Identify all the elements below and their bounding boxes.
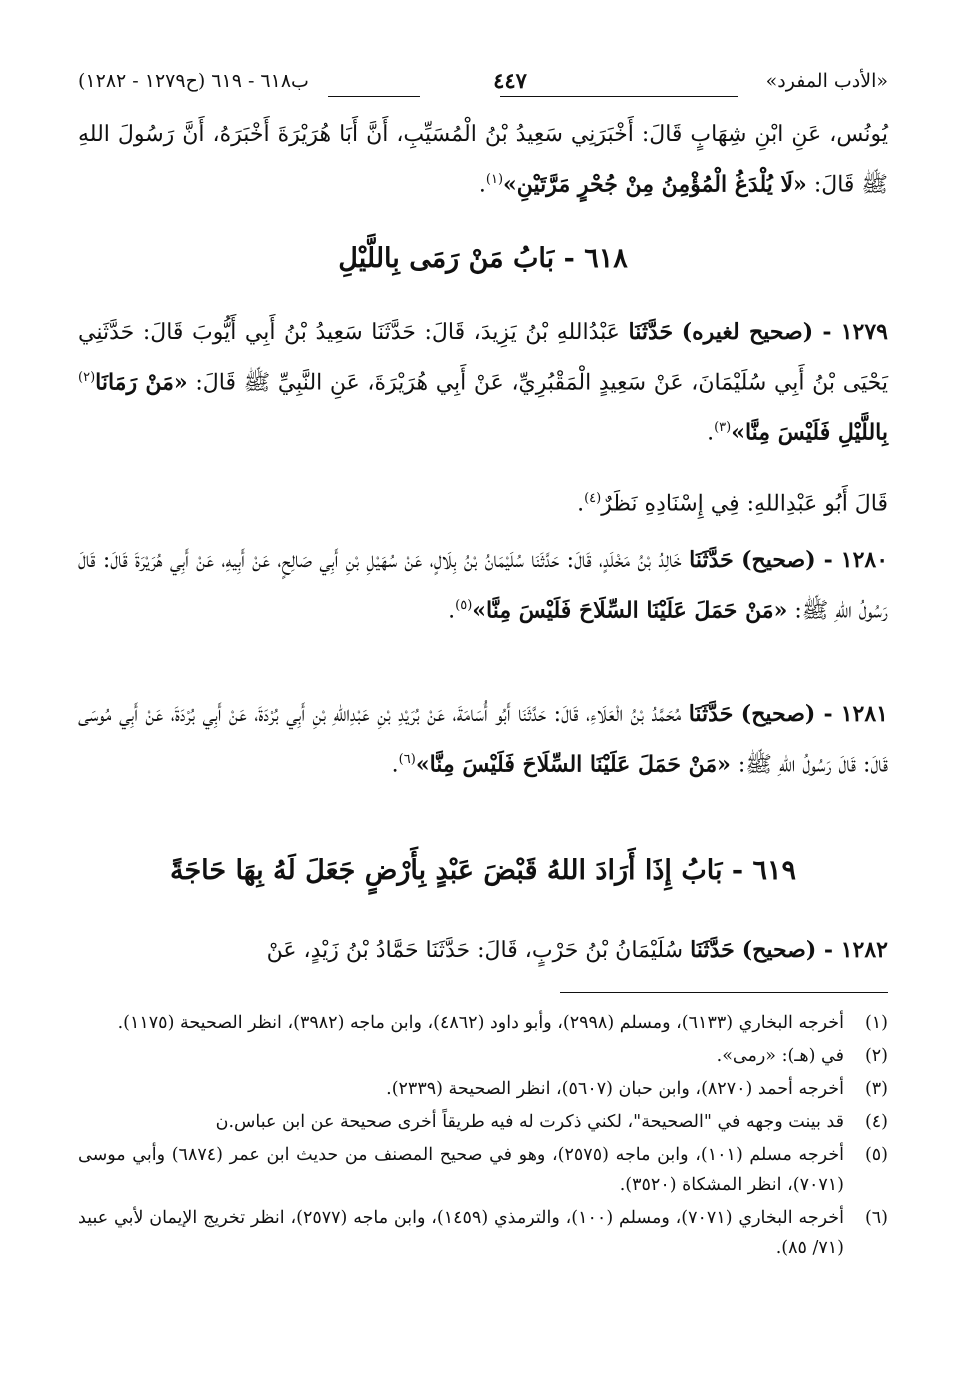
punctuation: . [478,172,486,198]
footnote-number: (٦) [864,1208,888,1228]
footnotes [78,1008,888,1266]
footnote-separator [560,992,888,993]
footnote-number: (٢) [864,1046,888,1066]
haddathana-word: حَدَّثَنَا [688,701,734,727]
hadith-number: ١٢٨١ - (صحيح) [740,701,888,727]
footnote-ref: (٣) [714,420,732,436]
isnad-text: سُلَيْمَانُ بْنُ حَرْبٍ، قَالَ: حَدَّثَنَا حَمَّادُ بْنُ زَيْدٍ، عَنْ [266,938,684,963]
footnote [78,1008,888,1038]
header-rule-left [328,96,420,97]
book-title: «الأدب المفرد» [765,70,888,92]
hadith-quote-cont: بِاللَّيْلِ فَلَيْسَ مِنَّا» [731,419,888,446]
footnote [78,1140,888,1200]
hadith-number: ١٢٧٩ - (صحيح لغيره) [681,319,888,345]
hadith-number: ١٢٨٢ - (صحيح) [741,937,888,963]
hadith-1280 [78,538,888,633]
punctuation: . [707,420,715,446]
footnote-number: (٣) [864,1079,888,1099]
chapter-heading-619: ٦١٩ - بَابُ إِذَا أَرَادَ اللهُ قَبْضَ عَبْدٍ بِأَرْضٍ جَعَلَ لَهُ بِهَا حَاجَةً [169,855,797,886]
footnote-text: أخرجه مسلم (١٠١)، وابن ماجه (٢٥٧٥)، وهو في صحيح المصنف من حديث ابن عمر (٦٨٧٤) وأبي موسى (٧٠٧١)، انظر المشكاة (٣٥٢٠). [78,1145,844,1195]
footnote-text: أخرجه البخاري (٧٠٧١)، ومسلم (١٠٠)، والترمذي (١٤٥٩)، وابن ماجه (٢٥٧٧)، انظر تخريج الإيمان لأبي عبيد (٧١/ ٨٥). [78,1208,844,1258]
hadith-quote: «مَنْ حَمَلَ عَلَيْنَا السِّلَاحَ فَلَيْسَ مِنَّا» [415,751,731,778]
footnote-ref: (١) [485,172,504,187]
footnote-ref: (٥) [455,598,473,613]
footnote-ref: (٢) [78,370,96,385]
intro-text: يُونُس، عَنِ ابْنِ شِهَابٍ قَالَ: أَخْبَرَنِي سَعِيدُ بْنُ الْمُسَيِّبِ، أَنَّ أَبَا هُرَيْرَةَ أَخْبَرَهُ، أَنَّ رَسُولَ اللهِ ﷺ قَالَ: [78,122,889,198]
punctuation: . [448,598,456,624]
author-comment [78,476,888,526]
chapter-heading-618: ٦١٨ - بَابُ مَنْ رَمَى بِاللَّيْلِ [338,243,628,274]
footnote-ref: (٦) [398,752,416,767]
punctuation: . [577,491,585,517]
footnote-number: (١) [864,1013,888,1033]
haddathana-word: حَدَّثَنَا [690,937,735,963]
haddathana-word: حَدَّثَنَا [689,547,734,573]
hadith-1281 [78,692,888,787]
isnad-text: مُحَمَّدُ بْنُ الْعَلَاءِ، قَالَ: حَدَّثَنَا أَبُو أُسَامَةَ، عَنْ بُرَيْدِ بْنِ عَبْدِاللهِ بْنِ أَبِي بُرْدَةَ، عَنْ أَبِي بُرْدَةَ، عَنْ أَبِي مُوسَى قَالَ: قَالَ رَسُولُ اللهِ ﷺ: [78,702,888,778]
footnote [78,1074,888,1104]
footnote [78,1107,888,1137]
isnad-text: خَالِدُ بْنُ مَخْلَدٍ، قَالَ: حَدَّثَنَا سُلَيْمَانُ بْنُ بِلَالٍ، عَنْ سُهَيْلِ بْنِ أَبِي صَالِحٍ، عَنْ أَبِيهِ، عَنْ أَبِي هُرَيْرَةَ قَالَ: قَالَ رَسُولُ اللهِ ﷺ: [78,548,888,624]
hadith-1282 [78,928,888,973]
hadith-quote: «مَنْ رَمَانَا [95,369,188,396]
comment-text: قَالَ أَبُو عَبْدِاللهِ: فِي إِسْنَادِهِ نَظَرٌ [601,491,888,517]
footnote-number: (٥) [864,1145,888,1165]
haddathana-word: حَدَّثَنَا [628,319,674,345]
hadith-1279 [78,310,888,456]
footnote-text: في (هـ): «رمى». [716,1046,844,1066]
footnote-number: (٤) [864,1112,888,1132]
page-number: ٤٤٧ [493,68,527,93]
isnad-text: عَبْدُاللهِ بْنُ يَزِيدَ، قَالَ: حَدَّثَنَا سَعِيدُ بْنُ أَبِي أَيُّوبَ قَالَ: حَدَّثَنِي يَحْيَى بْنُ أَبِي سُلَيْمَانَ، عَنْ سَعِيدٍ الْمَقْبُرِيِّ، عَنْ أَبِي هُرَيْرَةَ، عَنِ النَّبِيِّ ﷺ قَالَ: [78,320,888,396]
header-rule-right [500,96,738,97]
hadith-quote: «لَا يُلْدَغُ الْمُؤْمِنُ مِنْ جُحْرٍ مَرَّتَيْنِ» [503,171,807,198]
intro-paragraph [78,112,888,207]
footnote [78,1203,888,1263]
chapter-hadith-range: ب٦١٨ - ٦١٩ (ح١٢٧٩ - ١٢٨٢) [78,70,309,92]
footnote-text: قد بينت وجهه في "الصحيحة"، لكني ذكرت له فيه طريقاً أخرى صحيحة عن ابن عباس.ن [215,1112,844,1132]
punctuation: . [391,752,399,778]
running-header [78,68,888,100]
hadith-number: ١٢٨٠ - (صحيح) [741,547,889,573]
footnote-text: أخرجه البخاري (٦١٣٣)، ومسلم (٢٩٩٨)، وأبو داود (٤٨٦٢)، وابن ماجه (٣٩٨٢)، انظر الصحيحة (١١٧٥). [117,1013,844,1033]
footnote-text: أخرجه أحمد (٨٢٧٠)، وابن حبان (٥٦٠٧)، انظر الصحيحة (٢٣٣٩). [386,1079,844,1099]
footnote [78,1041,888,1071]
hadith-quote: «مَنْ حَمَلَ عَلَيْنَا السِّلَاحَ فَلَيْسَ مِنَّا» [472,597,788,624]
footnote-ref: (٤) [584,491,602,506]
